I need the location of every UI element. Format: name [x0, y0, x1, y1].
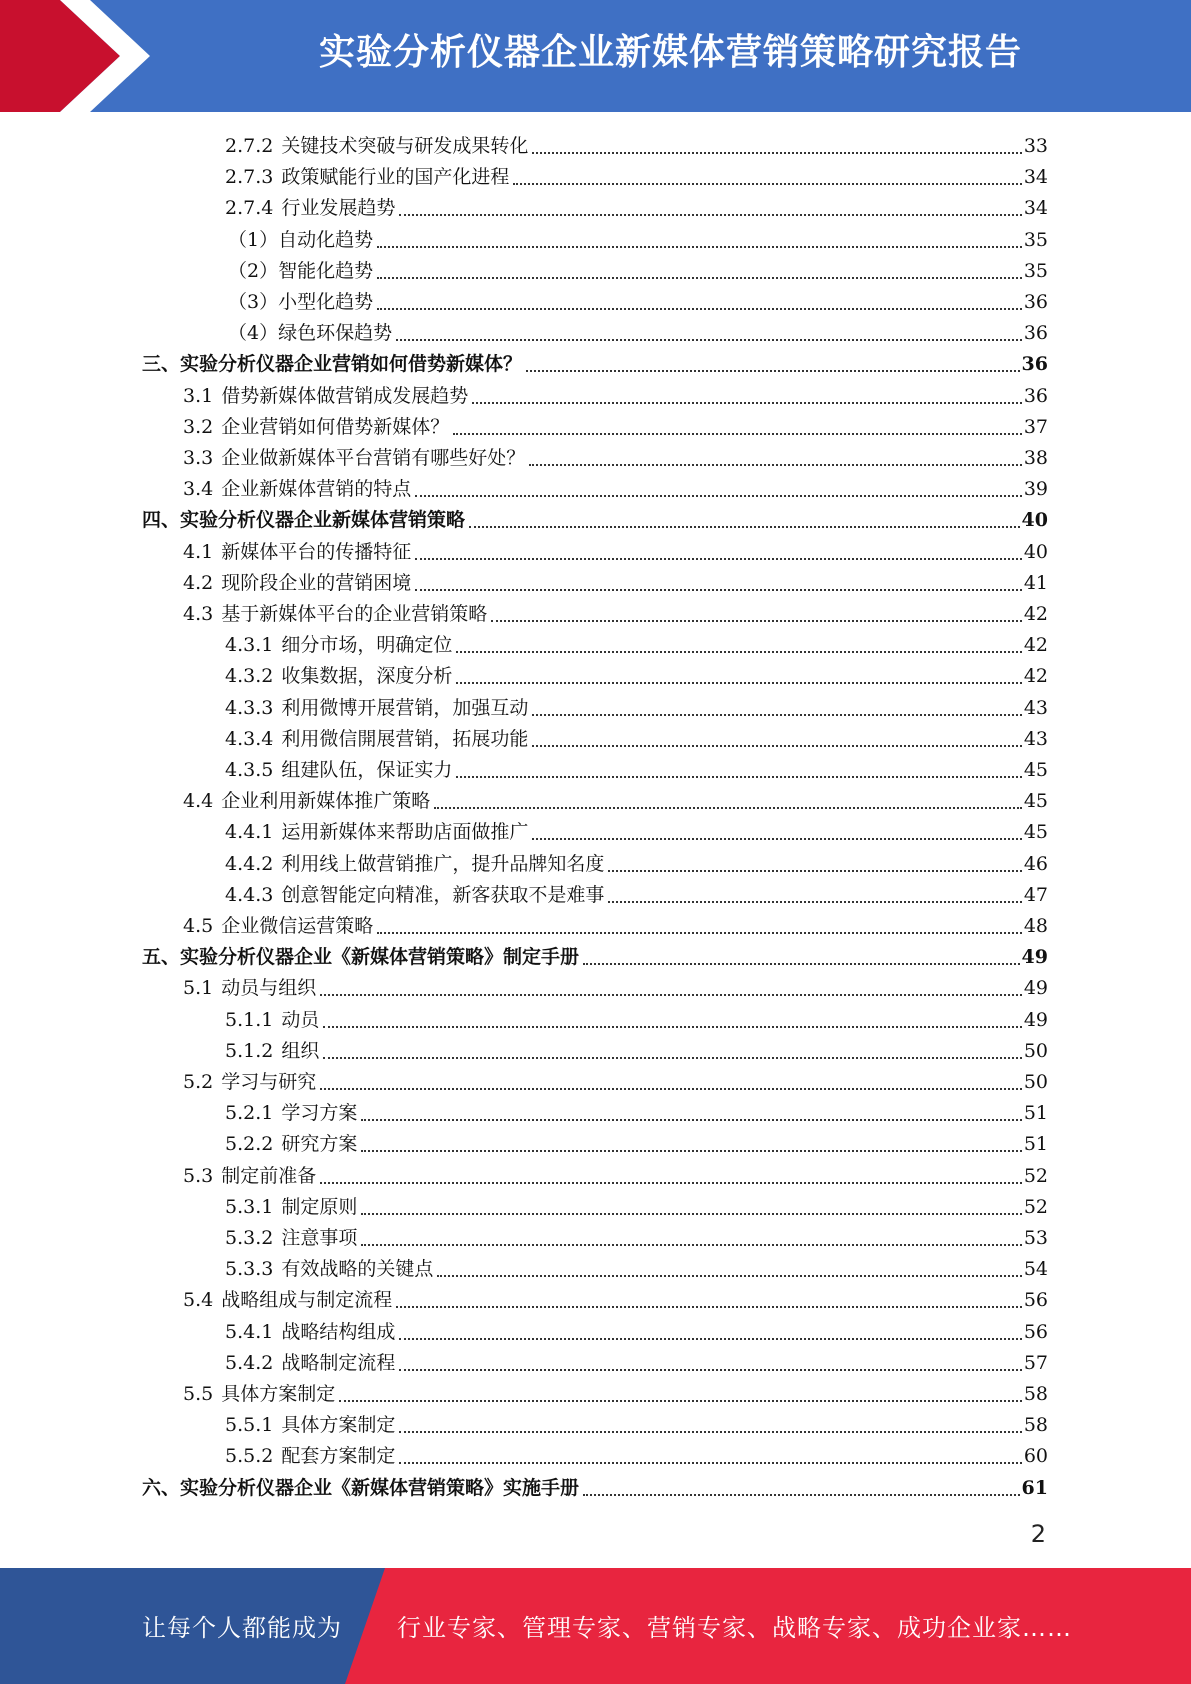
toc-entry-title: 配套方案制定 — [281, 1445, 396, 1468]
toc-dot-leader — [399, 1430, 1021, 1433]
toc-dot-leader — [608, 869, 1021, 872]
toc-entry-number: 5.1.2 — [225, 1039, 274, 1062]
toc-entry-title: 实验分析仪器企业《新媒体营销策略》实施手册 — [180, 1476, 580, 1499]
toc-entry-title: 战略制定流程 — [281, 1351, 396, 1374]
toc-dot-leader — [396, 1305, 1022, 1308]
toc-entry-title: 战略结构组成 — [281, 1320, 396, 1343]
toc-entry-title: 企业做新媒体平台营销有哪些好处？ — [221, 447, 526, 469]
toc-entry-page: 33 — [1023, 135, 1048, 157]
toc-entry[interactable] — [225, 1437, 1048, 1468]
toc-entry[interactable] — [142, 938, 1048, 969]
toc-dot-leader — [456, 681, 1021, 684]
toc-dot-leader — [415, 588, 1022, 591]
toc-entry-number: 5.2 — [183, 1071, 214, 1093]
toc-entry-title: 基于新媒体平台的企业营销策略 — [221, 603, 488, 625]
toc-entry-title: 关键技术突破与研发成果转化 — [281, 135, 529, 157]
toc-dot-leader — [415, 494, 1022, 497]
toc-dot-leader — [532, 837, 1021, 840]
toc-entry-number: 2.7.2 — [225, 135, 274, 157]
toc-entry-page: 48 — [1023, 915, 1048, 937]
toc-entry-number: 3.4 — [183, 478, 214, 501]
toc-entry-page: 58 — [1023, 1414, 1048, 1437]
toc-entry-page: 45 — [1023, 821, 1048, 844]
toc-entry[interactable] — [183, 1063, 1048, 1094]
toc-dot-leader — [396, 338, 1022, 341]
toc-entry-title: 动员 — [281, 1008, 320, 1031]
toc-dot-leader — [456, 650, 1021, 653]
toc-entry-number: 4.4 — [183, 790, 214, 813]
toc-entry-number: （3） — [228, 291, 279, 313]
toc-entry[interactable] — [183, 533, 1048, 564]
toc-entry-number: 五、 — [142, 946, 181, 969]
toc-entry-number: 4.4.1 — [225, 821, 274, 844]
toc-entry-number: 2.7.3 — [225, 166, 274, 189]
toc-entry-title: 创意智能定向精准，新客获取不是难事 — [281, 883, 605, 906]
toc-entry-number: 5.3.3 — [225, 1258, 274, 1281]
toc-entry-page: 42 — [1023, 634, 1048, 657]
toc-dot-leader — [608, 900, 1021, 903]
toc-entry[interactable] — [225, 1219, 1048, 1250]
toc-dot-leader — [399, 213, 1021, 216]
toc-entry-page: 43 — [1023, 727, 1048, 750]
toc-entry-title: 实验分析仪器企业《新媒体营销策略》制定手册 — [180, 946, 580, 969]
toc-dot-leader — [399, 1368, 1021, 1371]
toc-entry-title: 企业营销如何借势新媒体？ — [221, 415, 450, 438]
toc-entry-title: 运用新媒体来帮助店面做推广 — [281, 821, 529, 844]
toc-entry-page: 38 — [1023, 447, 1048, 469]
toc-entry[interactable] — [183, 439, 1048, 470]
toc-entry-number: （2） — [228, 259, 279, 282]
toc-entry-number: 4.3.1 — [225, 634, 274, 657]
toc-entry-title: 有效战略的关键点 — [281, 1258, 434, 1281]
page-number: 2 — [1030, 1520, 1046, 1548]
toc-entry[interactable] — [225, 1344, 1048, 1375]
toc-entry-page: 34 — [1023, 166, 1048, 189]
toc-entry-number: 5.2.2 — [225, 1133, 274, 1156]
toc-entry-title: 战略组成与制定流程 — [221, 1289, 393, 1312]
toc-entry[interactable] — [228, 283, 1048, 314]
toc-entry[interactable] — [183, 408, 1048, 439]
toc-entry[interactable] — [225, 751, 1048, 782]
toc-entry[interactable] — [183, 377, 1048, 408]
toc-entry-page: 42 — [1023, 665, 1048, 688]
toc-entry-number: （4） — [228, 322, 279, 345]
toc-entry-number: 4.2 — [183, 571, 214, 594]
toc-entry-page: 54 — [1023, 1258, 1048, 1281]
toc-entry-title: 动员与组织 — [221, 977, 317, 1000]
toc-dot-leader — [434, 806, 1022, 809]
toc-entry-page: 58 — [1023, 1383, 1048, 1405]
toc-dot-leader — [320, 1087, 1022, 1090]
toc-entry[interactable] — [183, 782, 1048, 813]
toc-dot-leader — [377, 276, 1022, 279]
toc-dot-leader — [377, 245, 1022, 248]
toc-entry-title: 现阶段企业的营销困境 — [221, 571, 412, 594]
toc-entry-title: 新媒体平台的传播特征 — [221, 540, 412, 563]
toc-entry-page: 45 — [1023, 790, 1048, 813]
toc-entry[interactable] — [183, 1157, 1048, 1188]
toc-entry[interactable] — [225, 813, 1048, 844]
toc-dot-leader — [472, 401, 1022, 404]
toc-entry-page: 37 — [1023, 415, 1048, 438]
toc-entry-page: 36 — [1021, 353, 1048, 376]
toc-entry-title: 企业微信运营策略 — [221, 915, 374, 937]
toc-entry-title: 政策赋能行业的国产化进程 — [281, 166, 510, 189]
toc-dot-leader — [323, 1056, 1021, 1059]
toc-entry-number: 5.4.1 — [225, 1320, 274, 1343]
footer-banner — [0, 1568, 1191, 1684]
toc-entry-title: 企业新媒体营销的特点 — [221, 478, 412, 501]
toc-entry[interactable] — [225, 1313, 1048, 1344]
toc-entry-title: 实验分析仪器企业新媒体营销策略 — [180, 509, 466, 532]
toc-entry[interactable] — [225, 1188, 1048, 1219]
toc-entry[interactable] — [183, 907, 1048, 938]
toc-entry[interactable] — [225, 720, 1048, 751]
toc-entry-page: 56 — [1023, 1289, 1048, 1312]
toc-entry-page: 36 — [1023, 291, 1048, 313]
toc-entry-number: 4.3.2 — [225, 665, 274, 688]
toc-entry-number: 四、 — [142, 509, 181, 532]
toc-dot-leader — [513, 182, 1021, 185]
toc-entry-number: 4.5 — [183, 915, 214, 937]
toc-entry-title: 绿色环保趋势 — [278, 322, 393, 345]
toc-dot-leader — [526, 369, 1020, 372]
toc-entry-number: 3.2 — [183, 415, 214, 438]
report-title: 实验分析仪器企业新媒体营销策略研究报告 — [318, 32, 1022, 73]
toc-entry-page: 45 — [1023, 759, 1048, 781]
toc-entry-number: 三、 — [142, 353, 181, 376]
toc-entry-page: 46 — [1023, 852, 1048, 875]
toc-dot-leader — [377, 931, 1022, 934]
toc-entry-page: 36 — [1023, 322, 1048, 345]
toc-entry-number: 5.1.1 — [225, 1008, 274, 1031]
toc-entry-number: 4.3.4 — [225, 727, 274, 750]
toc-entry-number: 六、 — [142, 1476, 181, 1499]
toc-dot-leader — [320, 993, 1022, 996]
toc-entry-title: 学习与研究 — [221, 1071, 317, 1093]
toc-entry-page: 52 — [1023, 1195, 1048, 1218]
toc-entry-title: 利用微信開展营销，拓展功能 — [281, 727, 529, 750]
toc-entry-title: 具体方案制定 — [281, 1414, 396, 1437]
toc-entry-page: 51 — [1023, 1102, 1048, 1125]
toc-entry-page: 57 — [1023, 1351, 1048, 1374]
toc-entry-page: 49 — [1023, 1008, 1048, 1031]
toc-entry-page: 39 — [1023, 478, 1048, 501]
toc-entry[interactable] — [225, 1250, 1048, 1281]
toc-dot-leader — [532, 744, 1021, 747]
toc-entry-page: 41 — [1023, 571, 1048, 594]
toc-entry-number: 5.5.2 — [225, 1445, 274, 1468]
toc-entry[interactable] — [183, 1281, 1048, 1312]
toc-dot-leader — [361, 1212, 1021, 1215]
toc-entry-number: 4.3 — [183, 603, 214, 625]
toc-entry[interactable] — [228, 314, 1048, 345]
toc-entry-number: 5.3.2 — [225, 1227, 274, 1249]
toc-entry-title: 收集数据，深度分析 — [281, 665, 453, 688]
toc-entry-number: 3.1 — [183, 384, 214, 407]
toc-dot-leader — [437, 1274, 1021, 1277]
toc-entry-page: 61 — [1021, 1476, 1048, 1499]
toc-entry-number: 3.3 — [183, 447, 214, 469]
toc-entry[interactable] — [225, 876, 1048, 907]
toc-entry-number: 5.4.2 — [225, 1351, 274, 1374]
toc-entry-page: 36 — [1023, 384, 1048, 407]
toc-entry[interactable] — [225, 626, 1048, 657]
toc-entry-number: 5.5.1 — [225, 1414, 274, 1437]
toc-entry-title: 注意事项 — [281, 1227, 358, 1249]
header-arrow-decoration — [0, 0, 160, 112]
toc-entry-page: 53 — [1023, 1227, 1048, 1249]
toc-entry[interactable] — [183, 1375, 1048, 1406]
header-banner — [0, 0, 1191, 112]
toc-entry[interactable] — [183, 969, 1048, 1000]
toc-dot-leader — [469, 525, 1020, 528]
toc-entry-page: 56 — [1023, 1320, 1048, 1343]
toc-entry-page: 43 — [1023, 696, 1048, 719]
footer-slogan-left: 让每个人都能成为 — [142, 1614, 342, 1642]
toc-entry[interactable] — [225, 1125, 1048, 1156]
toc-entry-page: 51 — [1023, 1133, 1048, 1156]
toc-entry-page: 35 — [1023, 259, 1048, 282]
toc-entry-page: 50 — [1023, 1071, 1048, 1093]
toc-entry-number: 4.1 — [183, 540, 214, 563]
toc-entry-title: 行业发展趋势 — [281, 197, 396, 220]
toc-dot-leader — [361, 1149, 1021, 1152]
toc-entry-page: 40 — [1021, 509, 1048, 532]
toc-entry-title: 借势新媒体做营销成发展趋势 — [221, 384, 469, 407]
toc-dot-leader — [377, 307, 1022, 310]
toc-dot-leader — [453, 432, 1022, 435]
toc-entry[interactable] — [225, 689, 1048, 720]
toc-dot-leader — [456, 775, 1021, 778]
toc-dot-leader — [583, 1493, 1020, 1496]
toc-dot-leader — [320, 1181, 1022, 1184]
toc-entry-page: 34 — [1023, 197, 1048, 220]
toc-entry-number: 5.3.1 — [225, 1195, 274, 1218]
toc-entry-number: （1） — [228, 228, 279, 251]
toc-entry-page: 35 — [1023, 228, 1048, 251]
toc-entry[interactable] — [183, 595, 1048, 626]
toc-dot-leader — [529, 463, 1022, 466]
toc-entry[interactable] — [183, 470, 1048, 501]
toc-entry-page: 52 — [1023, 1164, 1048, 1187]
toc-entry-title: 研究方案 — [281, 1133, 358, 1156]
toc-entry[interactable] — [225, 1094, 1048, 1125]
toc-entry[interactable] — [142, 501, 1048, 532]
toc-entry[interactable] — [183, 564, 1048, 595]
toc-entry-number: 5.4 — [183, 1289, 214, 1312]
toc-entry-title: 自动化趋势 — [278, 228, 374, 251]
toc-entry[interactable] — [142, 345, 1048, 376]
toc-entry-page: 49 — [1021, 946, 1048, 969]
toc-dot-leader — [399, 1337, 1021, 1340]
toc-dot-leader — [361, 1243, 1021, 1246]
toc-entry-number: 5.3 — [183, 1164, 214, 1187]
toc-dot-leader — [491, 619, 1022, 622]
toc-entry-title: 组建队伍，保证实力 — [281, 759, 453, 781]
toc-entry[interactable] — [225, 127, 1048, 158]
toc-entry-title: 利用微博开展营销，加强互动 — [281, 696, 529, 719]
toc-entry[interactable] — [225, 845, 1048, 876]
toc-entry-number: 4.3.3 — [225, 696, 274, 719]
toc-entry-number: 5.1 — [183, 977, 214, 1000]
toc-entry[interactable] — [225, 1032, 1048, 1063]
toc-entry-number: 4.4.2 — [225, 852, 274, 875]
toc-entry-page: 60 — [1023, 1445, 1048, 1468]
toc-dot-leader — [532, 713, 1021, 716]
toc-entry[interactable] — [225, 1406, 1048, 1437]
toc-entry-title: 学习方案 — [281, 1102, 358, 1125]
footer-slogan-right: 行业专家、管理专家、营销专家、战略专家、成功企业家…… — [397, 1614, 1072, 1642]
toc-entry-number: 2.7.4 — [225, 197, 274, 220]
toc-entry-title: 企业利用新媒体推广策略 — [221, 790, 431, 813]
toc-entry-title: 智能化趋势 — [278, 259, 374, 282]
toc-dot-leader — [532, 151, 1021, 154]
toc-entry-number: 4.3.5 — [225, 759, 274, 781]
toc-dot-leader — [399, 1461, 1021, 1464]
toc-entry-title: 利用线上做营销推广，提升品牌知名度 — [281, 852, 605, 875]
toc-entry-page: 50 — [1023, 1039, 1048, 1062]
toc-entry[interactable] — [225, 189, 1048, 220]
toc-dot-leader — [583, 962, 1020, 965]
toc-entry-number: 5.2.1 — [225, 1102, 274, 1125]
toc-entry[interactable] — [142, 1469, 1048, 1500]
toc-dot-leader — [323, 1025, 1021, 1028]
toc-entry-page: 42 — [1023, 603, 1048, 625]
toc-entry-page: 49 — [1023, 977, 1048, 1000]
toc-entry-title: 细分市场，明确定位 — [281, 634, 453, 657]
toc-dot-leader — [415, 557, 1022, 560]
toc-entry-title: 组织 — [281, 1039, 320, 1062]
toc-entry-page: 47 — [1023, 883, 1048, 906]
toc-dot-leader — [361, 1118, 1021, 1121]
toc-entry-number: 4.4.3 — [225, 883, 274, 906]
toc-entry[interactable] — [225, 158, 1048, 189]
toc-entry[interactable] — [225, 657, 1048, 688]
toc-entry-page: 40 — [1023, 540, 1048, 563]
toc-entry[interactable] — [228, 252, 1048, 283]
toc-entry[interactable] — [228, 221, 1048, 252]
toc-dot-leader — [339, 1399, 1022, 1402]
toc-entry-title: 实验分析仪器企业营销如何借势新媒体？ — [180, 353, 523, 376]
toc-entry-title: 制定原则 — [281, 1195, 358, 1218]
toc-entry-title: 小型化趋势 — [278, 291, 374, 313]
toc-entry-number: 5.5 — [183, 1383, 214, 1405]
toc-entry-title: 具体方案制定 — [221, 1383, 336, 1405]
toc-entry-title: 制定前准备 — [221, 1164, 317, 1187]
toc-entry[interactable] — [225, 1001, 1048, 1032]
